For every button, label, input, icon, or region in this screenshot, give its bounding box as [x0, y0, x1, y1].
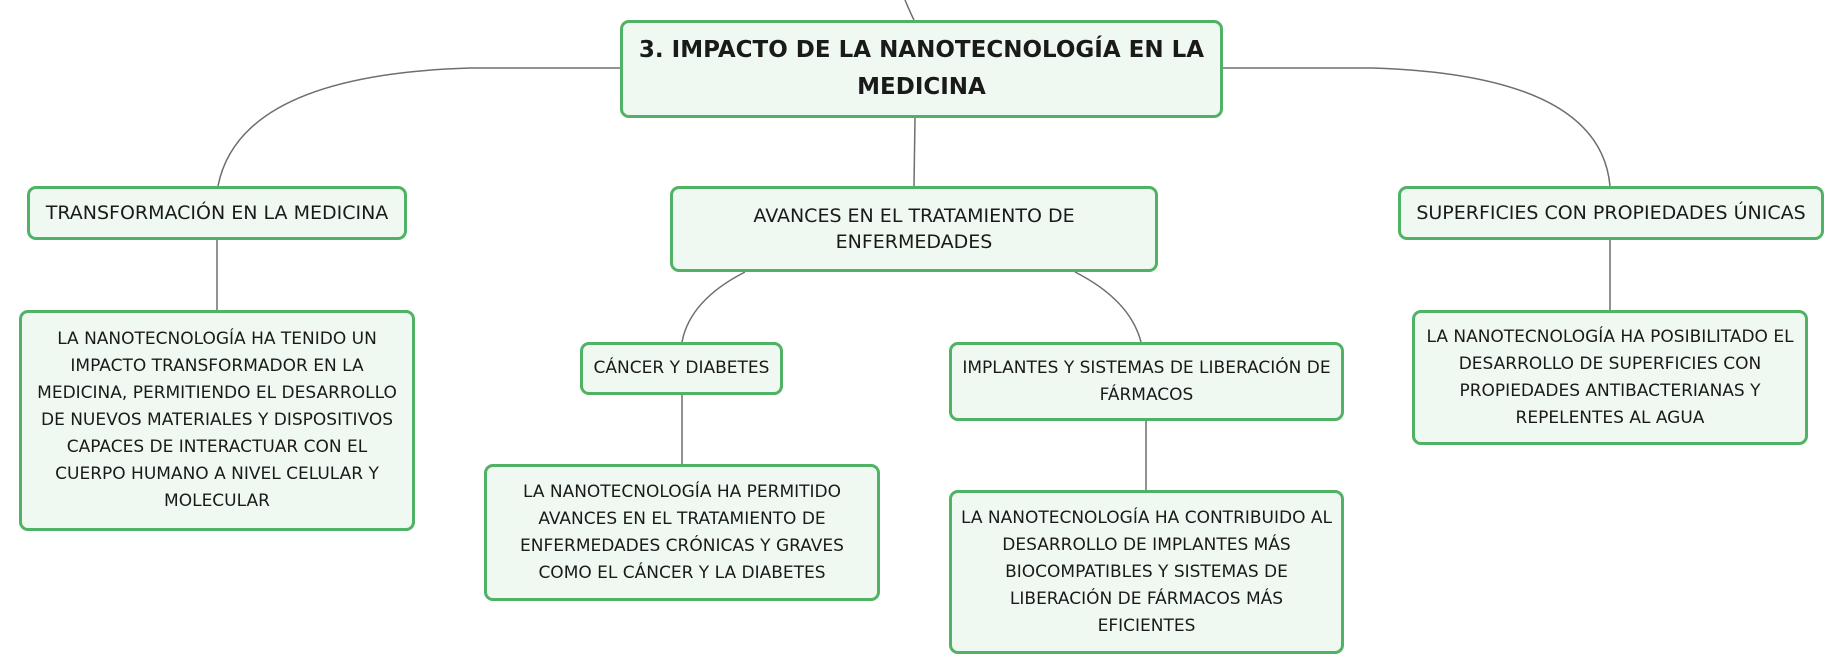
sub-cancer-diabetes[interactable] — [580, 342, 783, 395]
detail-cancer-diabetes[interactable] — [484, 464, 880, 601]
detail-implantes[interactable] — [949, 490, 1344, 654]
connector-root-to-avances — [914, 118, 915, 186]
connector-avances-to-implantes — [1075, 272, 1141, 342]
connector-root-to-transformacion — [218, 68, 620, 186]
sub-cancer-diabetes-label: CÁNCER Y DIABETES — [593, 358, 770, 378]
sub-implantes-label: IMPLANTES Y SISTEMAS DE LIBERACIÓN DE FÁRMACOS — [962, 357, 1331, 405]
detail-implantes-text: LA NANOTECNOLOGÍA HA CONTRIBUIDO AL DESARROLLO DE IMPLANTES MÁS BIOCOMPATIBLES Y SISTEMAS DE LIBERACIÓN DE FÁRMACOS MÁS EFICIENTES — [961, 507, 1332, 636]
root-title: 3. IMPACTO DE LA NANOTECNOLOGÍA EN LA MEDICINA — [638, 37, 1205, 100]
connector-parent-to-root — [905, 0, 914, 20]
branch-superficies-label: SUPERFICIES CON PROPIEDADES ÚNICAS — [1416, 202, 1806, 224]
sub-implantes[interactable] — [949, 342, 1344, 421]
detail-superficies-text: LA NANOTECNOLOGÍA HA POSIBILITADO EL DESARROLLO DE SUPERFICIES CON PROPIEDADES ANTIBACTERIANAS Y REPELENTES AL AGUA — [1426, 326, 1794, 428]
branch-transformacion-label: TRANSFORMACIÓN EN LA MEDICINA — [45, 202, 389, 224]
branch-avances[interactable] — [670, 186, 1158, 272]
branch-transformacion[interactable] — [27, 186, 407, 240]
detail-cancer-diabetes-text: LA NANOTECNOLOGÍA HA PERMITIDO AVANCES EN EL TRATAMIENTO DE ENFERMEDADES CRÓNICAS Y GRAVES COMO EL CÁNCER Y LA DIABETES — [520, 481, 844, 583]
branch-avances-label: AVANCES EN EL TRATAMIENTO DE ENFERMEDADES — [753, 205, 1075, 253]
connector-root-to-superficies — [1223, 68, 1610, 186]
connector-avances-to-cancer — [682, 272, 745, 342]
branch-superficies[interactable] — [1398, 186, 1824, 240]
detail-transformacion-text: LA NANOTECNOLOGÍA HA TENIDO UN IMPACTO TRANSFORMADOR EN LA MEDICINA, PERMITIENDO EL DESARROLLO DE NUEVOS MATERIALES Y DISPOSITIVOS CAPACES DE INTERACTUAR CON EL CUERPO HUMANO A NIVEL CELULAR Y MOLECULAR — [37, 329, 397, 511]
root-node[interactable] — [620, 20, 1223, 118]
detail-superficies[interactable] — [1412, 310, 1808, 445]
detail-transformacion[interactable] — [19, 310, 415, 531]
